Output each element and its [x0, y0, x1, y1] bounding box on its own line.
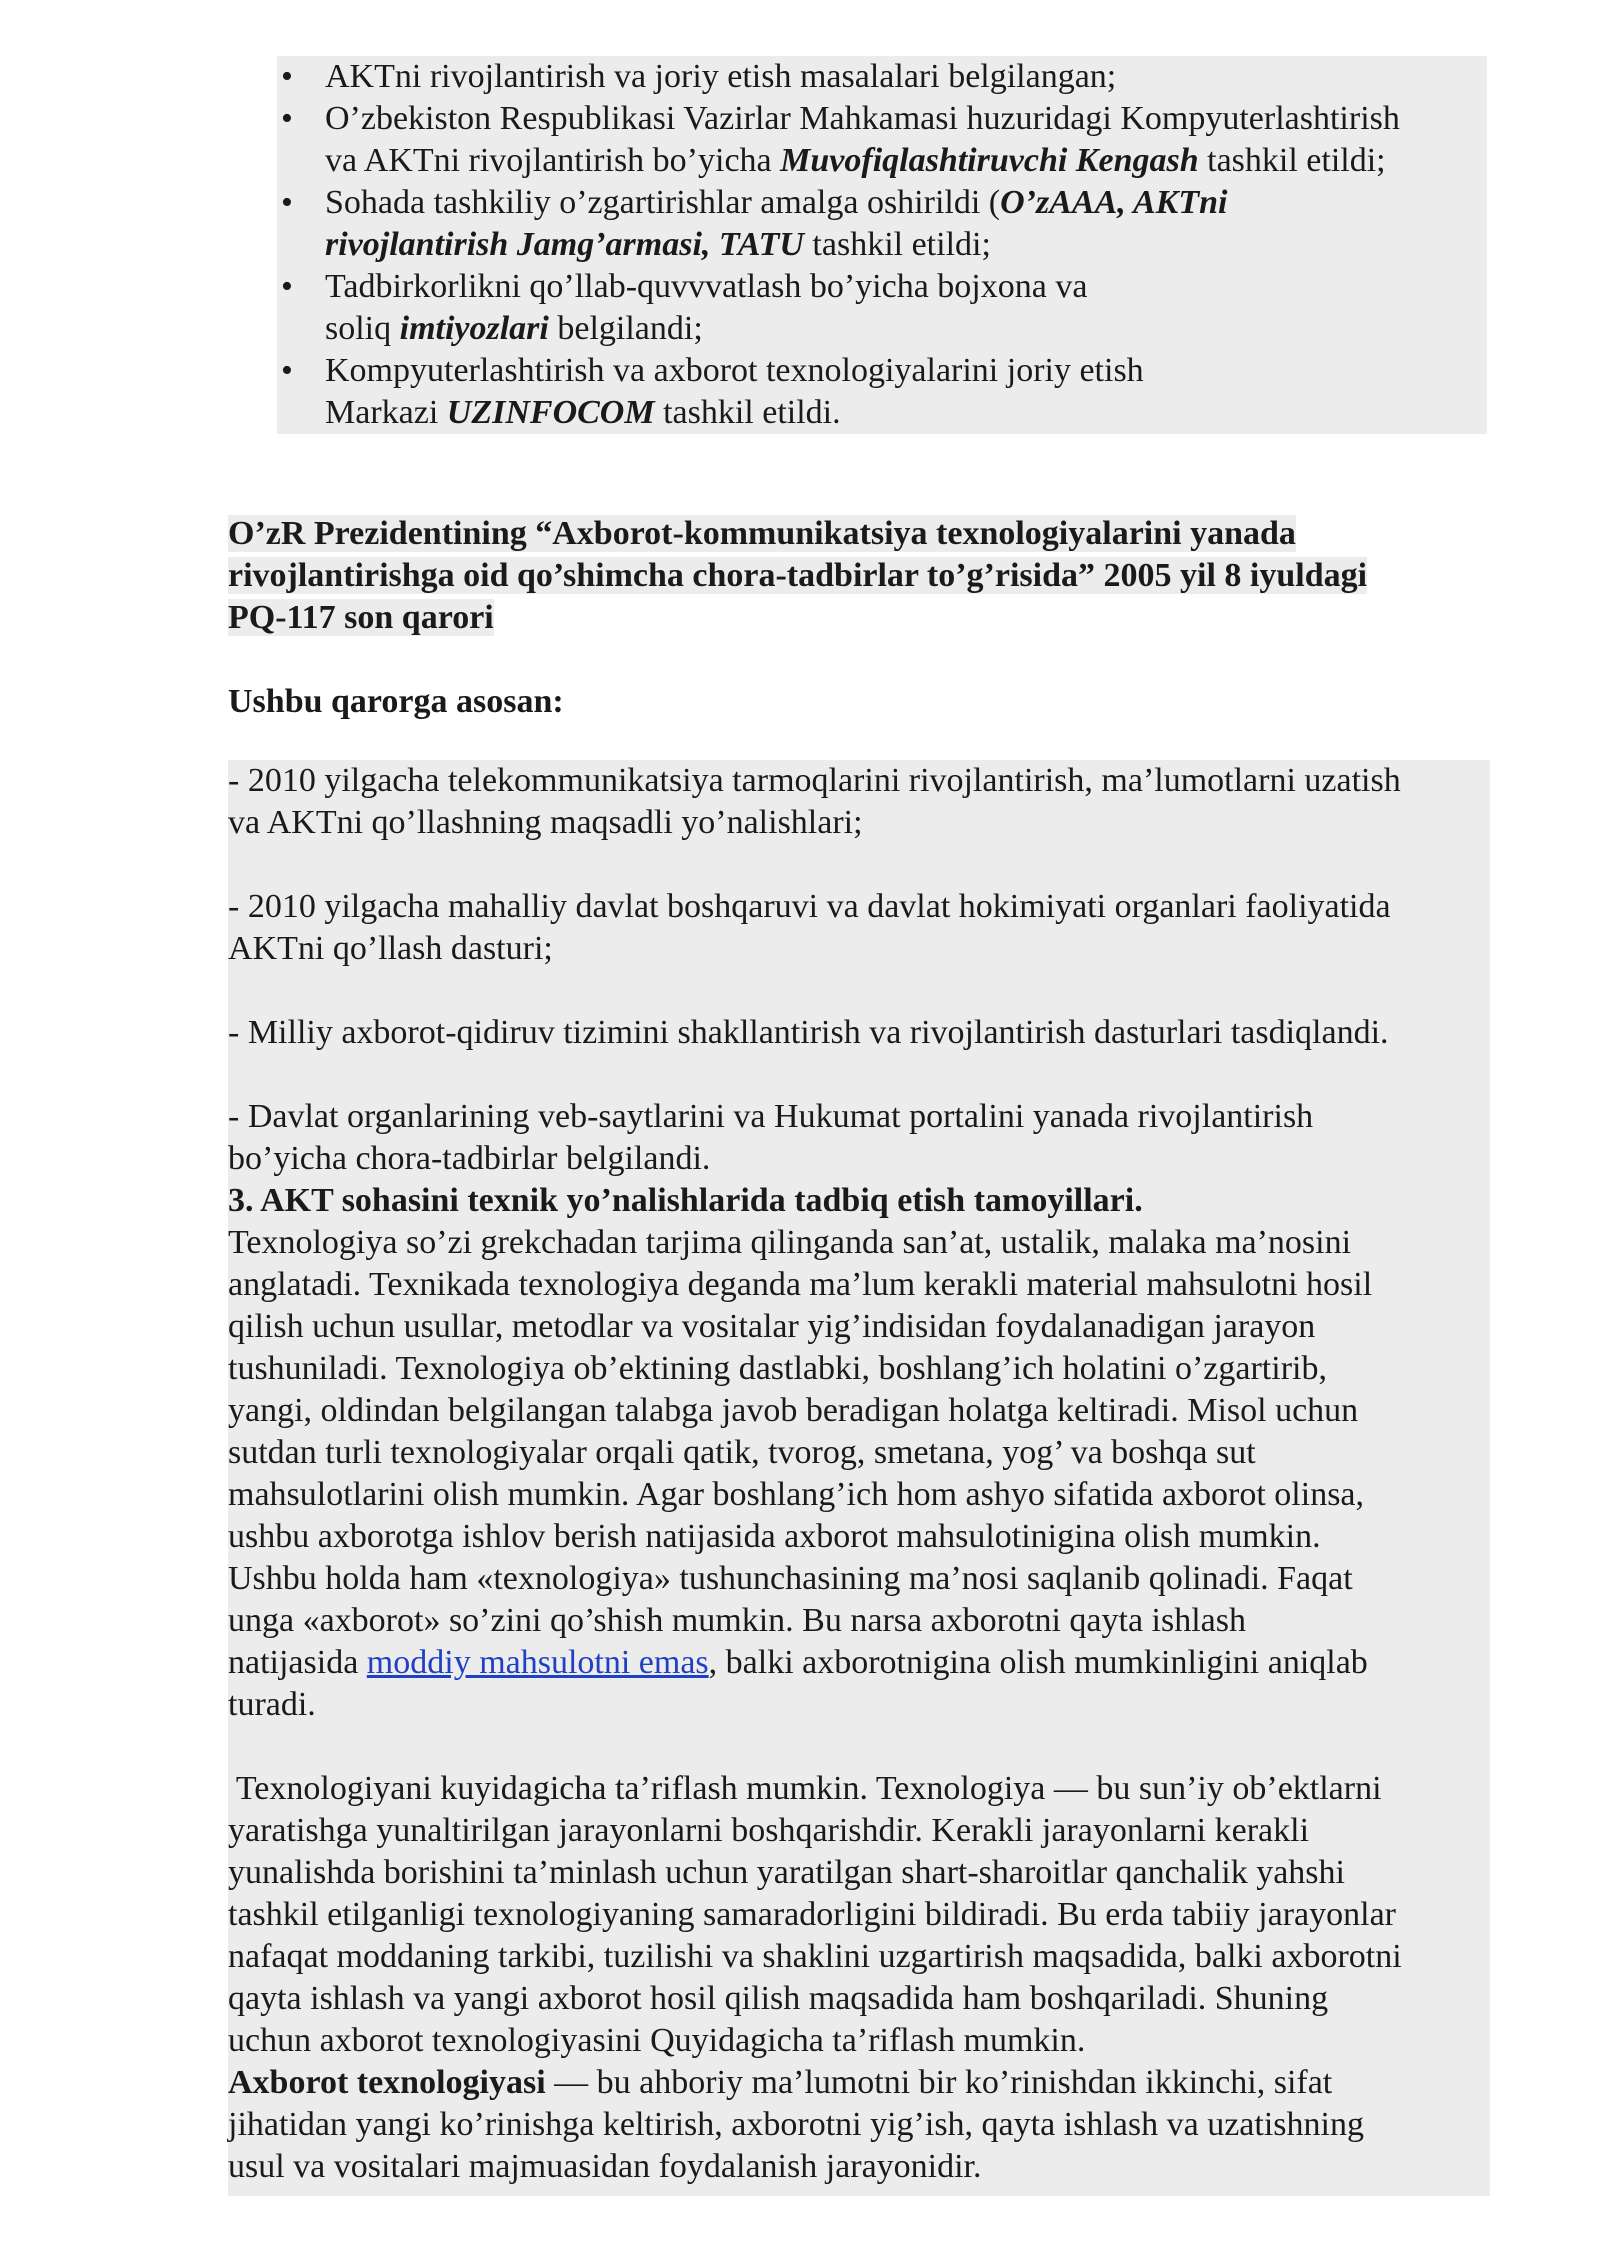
paragraph-line: Ushbu holda ham «texnologiya» tushunchasining ma’nosi saqlanib qolinadi. Faqat [228, 1560, 1353, 1597]
paragraph-text: , balki axborotnigina olish mumkinligini aniqlab [708, 1644, 1368, 1681]
bullet-icon: • [281, 184, 293, 221]
decree-item-line: AKTni qo’llash dasturi; [228, 930, 553, 967]
decree-item-line: bo’yicha chora-tadbirlar belgilandi. [228, 1140, 711, 1177]
paragraph-line: tushuniladi. Texnologiya ob’ektining dastlabki, boshlang’ich holatini o’zgartirib, [228, 1350, 1327, 1387]
decree-item [228, 1096, 1490, 1180]
definition-text [228, 2104, 1490, 2188]
paragraph-line: qayta ishlash va yangi axborot hosil qilish maqsadida ham boshqariladi. Shuning [228, 1980, 1329, 2017]
decree-item-line: - 2010 yilgacha mahalliy davlat boshqaruvi va davlat hokimiyati organlari faoliyatida [228, 888, 1391, 925]
material-product-link[interactable]: moddiy mahsulotni emas [366, 1644, 709, 1681]
paragraph-line: usul va vositalari majmuasidan foydalanish jarayonidir. [228, 2148, 982, 2185]
paragraph-line [228, 1642, 1490, 1684]
list-item-text: O’zbekiston Respublikasi Vazirlar Mahkamasi huzuridagi Kompyuterlashtirish [325, 100, 1400, 137]
list-item-text: tashkil etildi; [803, 226, 991, 263]
list-item-emphasis: imtiyozlari [399, 310, 549, 347]
list-item-emphasis: UZINFOCOM [446, 394, 655, 431]
list-item-text: Markazi [325, 394, 447, 431]
list-item-emphasis: O’zAAA, AKTni [1000, 184, 1228, 221]
decree-item [228, 886, 1490, 970]
paragraph-line: jihatidan yangi ko’rinishga keltirish, axborotni yig’ish, qayta ishlash va uzatishning [228, 2106, 1364, 2143]
bullet-icon: • [281, 268, 293, 305]
list-item [277, 182, 1487, 266]
list-item [277, 56, 1487, 98]
list-item-text: tashkil etildi; [1198, 142, 1386, 179]
list-item-emphasis: Muvofiqlashtiruvchi Kengash [780, 142, 1199, 179]
list-item [277, 266, 1487, 350]
main-content [228, 760, 1490, 2196]
paragraph-line: mahsulotlarini olish mumkin. Agar boshlang’ich hom ashyo sifatida axborot olinsa, [228, 1476, 1365, 1513]
decree-item-line: - 2010 yilgacha telekommunikatsiya tarmoqlarini rivojlantirish, ma’lumotlarni uzatish [228, 762, 1401, 799]
decree-item-line: - Milliy axborot-qidiruv tizimini shakllantirish va rivojlantirish dasturlari tasdiqlandi. [228, 1014, 1389, 1051]
list-item-text: Kompyuterlashtirish va axborot texnologiyalarini joriy etish [325, 352, 1144, 389]
paragraph-line: Texnologiya so’zi grekchadan tarjima qilinganda san’at, ustalik, malaka ma’nosini [228, 1224, 1352, 1261]
paragraph-line: Texnologiyani kuyidagicha ta’riflash mumkin. Texnologiya — bu sun’iy ob’ektlarni [228, 1770, 1382, 1807]
basis-label-text: Ushbu qarorga asosan: [228, 683, 564, 720]
paragraph-text: natijasida [228, 1644, 367, 1681]
list-item [277, 98, 1487, 182]
list-item [277, 350, 1487, 434]
bullet-icon: • [281, 58, 293, 95]
paragraph-line: yaratishga yunaltirilgan jarayonlarni boshqarishdir. Kerakli jarayonlarni kerakli [228, 1812, 1310, 1849]
list-item-text: va AKTni rivojlantirish bo’yicha [325, 142, 781, 179]
bullet-icon: • [281, 352, 293, 389]
decree-title-line: rivojlantirishga oid qo’shimcha chora-tadbirlar to’g’risida” 2005 yil 8 iyuldagi [228, 557, 1368, 594]
decree-item-line: - Davlat organlarining veb-saytlarini va Hukumat portalini yanada rivojlantirish [228, 1098, 1314, 1135]
decree-title-line: PQ-117 son qarori [228, 599, 494, 636]
paragraph-line: tashkil etilganligi texnologiyaning samaradorligini bildiradi. Bu erda tabiiy jarayonlar [228, 1896, 1396, 1933]
paragraph-line: turadi. [228, 1686, 316, 1723]
paragraph-line: uchun axborot texnologiyasini Quyidagicha ta’riflash mumkin. [228, 2022, 1086, 2059]
decree-title [228, 513, 1490, 639]
bullet-list [277, 56, 1487, 434]
paragraph-line [228, 2062, 1490, 2104]
list-item-text: tashkil etildi. [654, 394, 841, 431]
paragraph-line: yunalishda borishini ta’minlash uchun yaratilgan shart-sharoitlar qanchalik yahshi [228, 1854, 1345, 1891]
paragraph-line: unga «axborot» so’zini qo’shish mumkin. Bu narsa axborotni qayta ishlash [228, 1602, 1246, 1639]
paragraph-line: qilish uchun usullar, metodlar va vositalar yig’indisidan foydalanadigan jarayon [228, 1308, 1316, 1345]
section-heading: 3. AKT sohasini texnik yo’nalishlarida tadbiq etish tamoyillari. [228, 1182, 1143, 1219]
paragraph-line: sutdan turli texnologiyalar orqali qatik, tvorog, smetana, yog’ va boshqa sut [228, 1434, 1256, 1471]
decree-item [228, 760, 1490, 844]
basis-label [228, 681, 1490, 723]
decree-title-line: O’zR Prezidentining “Axborot-kommunikatsiya texnologiyalarini yanada [228, 515, 1296, 552]
list-item-text: soliq [325, 310, 400, 347]
paragraph-technology [228, 1222, 1490, 1642]
list-item-text: Tadbirkorlikni qo’llab-quvvvatlash bo’yicha bojxona va [325, 268, 1088, 305]
paragraph-definition [228, 1768, 1490, 2062]
decree-item [228, 1012, 1490, 1054]
list-item-text: AKTni rivojlantirish va joriy etish masalalari belgilangan; [325, 58, 1117, 95]
paragraph-line: ushbu axborotga ishlov berish natijasida axborot mahsulotinigina olish mumkin. [228, 1518, 1321, 1555]
list-item-text: Sohada tashkiliy o’zgartirishlar amalga oshirildi ( [325, 184, 1001, 221]
bullet-icon: • [281, 100, 293, 137]
list-item-text: belgilandi; [548, 310, 703, 347]
paragraph-line: anglatadi. Texnikada texnologiya deganda ma’lum kerakli material mahsulotni hosil [228, 1266, 1373, 1303]
decree-item-line: va AKTni qo’llashning maqsadli yo’nalishlari; [228, 804, 863, 841]
list-item-emphasis: rivojlantirish Jamg’armasi, TATU [325, 226, 804, 263]
definition-term: Axborot texnologiyasi [228, 2064, 546, 2101]
paragraph-line: yangi, oldindan belgilangan talabga javob beradigan holatga keltiradi. Misol uchun [228, 1392, 1359, 1429]
paragraph-text: — bu ahboriy ma’lumotni bir ko’rinishdan ikkinchi, sifat [545, 2064, 1333, 2101]
paragraph-line: nafaqat moddaning tarkibi, tuzilishi va shaklini uzgartirish maqsadida, balki axborotni [228, 1938, 1402, 1975]
